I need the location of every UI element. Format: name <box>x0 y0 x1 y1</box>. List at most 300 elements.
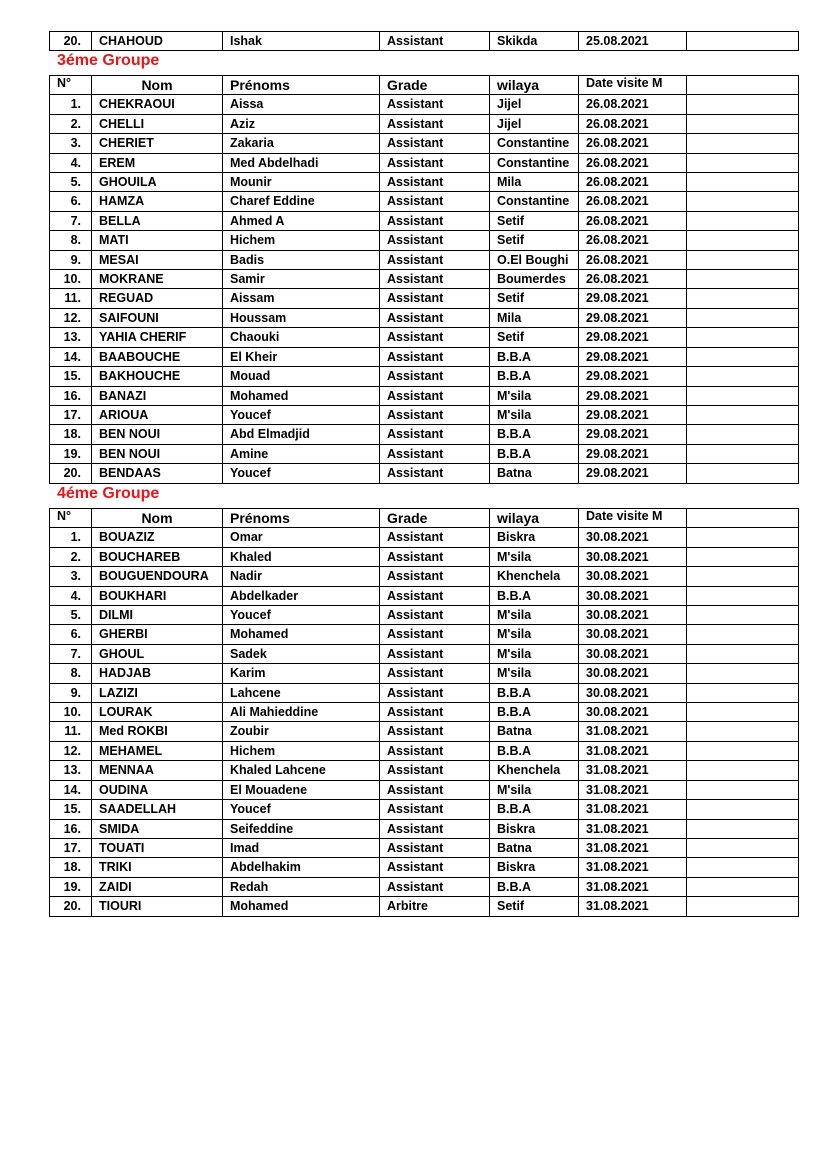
cell-empty <box>687 367 799 386</box>
cell-prenoms: Youcef <box>223 464 380 483</box>
cell-date: 29.08.2021 <box>579 464 687 483</box>
cell-grade: Arbitre <box>380 897 490 916</box>
cell-num: 7. <box>50 644 92 663</box>
col-header-date: Date visite M <box>579 76 687 95</box>
cell-grade: Assistant <box>380 250 490 269</box>
cell-empty <box>687 547 799 566</box>
cell-empty <box>687 347 799 366</box>
cell-num: 14. <box>50 780 92 799</box>
table-row <box>50 703 799 722</box>
cell-wilaya: B.B.A <box>490 741 579 760</box>
cell-grade: Assistant <box>380 567 490 586</box>
cell-grade: Assistant <box>380 858 490 877</box>
cell-num: 9. <box>50 250 92 269</box>
group-3-table-body <box>50 95 799 483</box>
cell-num: 5. <box>50 173 92 192</box>
cell-empty <box>687 761 799 780</box>
cell-grade: Assistant <box>380 819 490 838</box>
cell-nom: REGUAD <box>92 289 223 308</box>
cell-prenoms: Mouad <box>223 367 380 386</box>
cell-grade: Assistant <box>380 173 490 192</box>
cell-nom: BAABOUCHE <box>92 347 223 366</box>
cell-date: 26.08.2021 <box>579 95 687 114</box>
cell-num: 1. <box>50 95 92 114</box>
cell-num: 15. <box>50 367 92 386</box>
cell-prenoms: Aissa <box>223 95 380 114</box>
cell-wilaya: O.El Boughi <box>490 250 579 269</box>
cell-date: 29.08.2021 <box>579 425 687 444</box>
table-row <box>50 664 799 683</box>
cell-date: 30.08.2021 <box>579 586 687 605</box>
cell-grade: Assistant <box>380 761 490 780</box>
cell-prenoms: Chaouki <box>223 328 380 347</box>
cell-prenoms: Youcef <box>223 606 380 625</box>
col-header-empty <box>687 509 799 528</box>
cell-nom: MOKRANE <box>92 270 223 289</box>
cell-grade: Assistant <box>380 386 490 405</box>
cell-date: 30.08.2021 <box>579 625 687 644</box>
cell-empty <box>687 606 799 625</box>
cell-prenoms: Badis <box>223 250 380 269</box>
cell-prenoms: El Mouadene <box>223 780 380 799</box>
cell-num: 8. <box>50 231 92 250</box>
cell-prenoms: Aziz <box>223 114 380 133</box>
cell-prenoms: Lahcene <box>223 683 380 702</box>
cell-num: 3. <box>50 567 92 586</box>
cell-wilaya: Setif <box>490 211 579 230</box>
cell-date: 31.08.2021 <box>579 780 687 799</box>
cell-wilaya: B.B.A <box>490 444 579 463</box>
cell-empty <box>687 386 799 405</box>
col-header-num: N° <box>50 509 92 528</box>
col-header-prenoms: Prénoms <box>223 509 380 528</box>
cell-prenoms: Abdelhakim <box>223 858 380 877</box>
table-row <box>50 444 799 463</box>
cell-date: 30.08.2021 <box>579 683 687 702</box>
cell-num: 10. <box>50 703 92 722</box>
table-row <box>50 722 799 741</box>
cell-num: 11. <box>50 289 92 308</box>
table-row <box>50 95 799 114</box>
cell-nom: CHELLI <box>92 114 223 133</box>
cell-date: 29.08.2021 <box>579 367 687 386</box>
cell-prenoms: Karim <box>223 664 380 683</box>
cell-nom: SAIFOUNI <box>92 308 223 327</box>
cell-empty <box>687 192 799 211</box>
cell-nom: LAZIZI <box>92 683 223 702</box>
cell-prenoms: Abd Elmadjid <box>223 425 380 444</box>
cell-num: 12. <box>50 308 92 327</box>
cell-empty <box>687 625 799 644</box>
cell-nom: GHERBI <box>92 625 223 644</box>
cell-wilaya: B.B.A <box>490 877 579 896</box>
table-row <box>50 270 799 289</box>
cell-num: 2. <box>50 114 92 133</box>
cell-prenoms: Mounir <box>223 173 380 192</box>
group-3-table <box>49 75 799 484</box>
cell-wilaya: Setif <box>490 328 579 347</box>
cell-grade: Assistant <box>380 703 490 722</box>
cell-prenoms: Khaled Lahcene <box>223 761 380 780</box>
cell-grade: Assistant <box>380 625 490 644</box>
cell-prenoms: Mohamed <box>223 386 380 405</box>
cell-empty <box>687 250 799 269</box>
cell-date: 31.08.2021 <box>579 897 687 916</box>
table-header-row <box>50 509 799 528</box>
cell-grade: Assistant <box>380 114 490 133</box>
cell-grade: Assistant <box>380 528 490 547</box>
cell-nom: BEN NOUI <box>92 444 223 463</box>
group-4-title: 4éme Groupe <box>57 485 160 502</box>
cell-empty <box>687 211 799 230</box>
cell-wilaya: M'sila <box>490 644 579 663</box>
table-row <box>50 308 799 327</box>
cell-prenoms: Charef Eddine <box>223 192 380 211</box>
table-row <box>50 683 799 702</box>
cell-empty <box>687 838 799 857</box>
cell-num: 8. <box>50 664 92 683</box>
cell-date: 26.08.2021 <box>579 114 687 133</box>
cell-grade: Assistant <box>380 308 490 327</box>
cell-grade: Assistant <box>380 270 490 289</box>
cell-nom: GHOUILA <box>92 173 223 192</box>
cell-grade: Assistant <box>380 367 490 386</box>
cell-nom: TRIKI <box>92 858 223 877</box>
cell-wilaya: Khenchela <box>490 761 579 780</box>
cell-date: 31.08.2021 <box>579 877 687 896</box>
cell-wilaya: B.B.A <box>490 425 579 444</box>
cell-grade: Assistant <box>380 32 490 51</box>
cell-nom: BOUKHARI <box>92 586 223 605</box>
cell-prenoms: Nadir <box>223 567 380 586</box>
cell-empty <box>687 270 799 289</box>
cell-grade: Assistant <box>380 644 490 663</box>
cell-wilaya: Biskra <box>490 858 579 877</box>
table-row <box>50 211 799 230</box>
cell-prenoms: Ishak <box>223 32 380 51</box>
cell-empty <box>687 528 799 547</box>
cell-prenoms: Mohamed <box>223 897 380 916</box>
cell-nom: BOUAZIZ <box>92 528 223 547</box>
cell-empty <box>687 664 799 683</box>
cell-date: 26.08.2021 <box>579 173 687 192</box>
cell-prenoms: Amine <box>223 444 380 463</box>
cell-num: 16. <box>50 386 92 405</box>
cell-nom: CHERIET <box>92 134 223 153</box>
cell-empty <box>687 32 799 51</box>
cell-nom: MATI <box>92 231 223 250</box>
table-row <box>50 586 799 605</box>
cell-num: 18. <box>50 858 92 877</box>
cell-nom: LOURAK <box>92 703 223 722</box>
table-row <box>50 625 799 644</box>
cell-prenoms: Houssam <box>223 308 380 327</box>
cell-date: 30.08.2021 <box>579 703 687 722</box>
cell-wilaya: Constantine <box>490 134 579 153</box>
cell-wilaya: Jijel <box>490 95 579 114</box>
cell-wilaya: Boumerdes <box>490 270 579 289</box>
cell-grade: Assistant <box>380 231 490 250</box>
table-row <box>50 858 799 877</box>
table-row <box>50 289 799 308</box>
cell-date: 31.08.2021 <box>579 800 687 819</box>
table-row <box>50 405 799 424</box>
cell-grade: Assistant <box>380 586 490 605</box>
cell-num: 4. <box>50 586 92 605</box>
cell-empty <box>687 444 799 463</box>
cell-num: 4. <box>50 153 92 172</box>
table-row <box>50 547 799 566</box>
cell-nom: EREM <box>92 153 223 172</box>
cell-prenoms: Abdelkader <box>223 586 380 605</box>
cell-num: 11. <box>50 722 92 741</box>
cell-grade: Assistant <box>380 800 490 819</box>
table-row <box>50 173 799 192</box>
cell-empty <box>687 780 799 799</box>
cell-nom: ARIOUA <box>92 405 223 424</box>
cell-wilaya: Khenchela <box>490 567 579 586</box>
cell-wilaya: B.B.A <box>490 703 579 722</box>
cell-date: 29.08.2021 <box>579 308 687 327</box>
cell-prenoms: Youcef <box>223 800 380 819</box>
cell-date: 26.08.2021 <box>579 134 687 153</box>
continued-table-body <box>50 32 799 51</box>
cell-empty <box>687 231 799 250</box>
cell-prenoms: Zoubir <box>223 722 380 741</box>
cell-empty <box>687 173 799 192</box>
cell-prenoms: Med Abdelhadi <box>223 153 380 172</box>
table-row <box>50 134 799 153</box>
table-row <box>50 192 799 211</box>
cell-date: 26.08.2021 <box>579 231 687 250</box>
cell-date: 30.08.2021 <box>579 528 687 547</box>
cell-nom: BOUCHAREB <box>92 547 223 566</box>
cell-date: 30.08.2021 <box>579 567 687 586</box>
cell-num: 3. <box>50 134 92 153</box>
cell-wilaya: Jijel <box>490 114 579 133</box>
cell-wilaya: M'sila <box>490 405 579 424</box>
table-row <box>50 897 799 916</box>
table-row <box>50 347 799 366</box>
cell-date: 29.08.2021 <box>579 328 687 347</box>
cell-prenoms: Mohamed <box>223 625 380 644</box>
cell-empty <box>687 877 799 896</box>
col-header-empty <box>687 76 799 95</box>
cell-grade: Assistant <box>380 606 490 625</box>
cell-nom: CHEKRAOUI <box>92 95 223 114</box>
cell-empty <box>687 425 799 444</box>
cell-empty <box>687 289 799 308</box>
col-header-num: N° <box>50 76 92 95</box>
cell-empty <box>687 722 799 741</box>
cell-wilaya: B.B.A <box>490 586 579 605</box>
cell-date: 26.08.2021 <box>579 211 687 230</box>
cell-wilaya: M'sila <box>490 606 579 625</box>
cell-grade: Assistant <box>380 192 490 211</box>
cell-empty <box>687 644 799 663</box>
cell-empty <box>687 800 799 819</box>
cell-date: 25.08.2021 <box>579 32 687 51</box>
cell-nom: BENDAAS <box>92 464 223 483</box>
cell-wilaya: B.B.A <box>490 800 579 819</box>
cell-date: 31.08.2021 <box>579 819 687 838</box>
cell-prenoms: Ahmed A <box>223 211 380 230</box>
col-header-grade: Grade <box>380 509 490 528</box>
cell-date: 31.08.2021 <box>579 741 687 760</box>
cell-wilaya: Skikda <box>490 32 579 51</box>
cell-nom: Med ROKBI <box>92 722 223 741</box>
table-row <box>50 761 799 780</box>
cell-grade: Assistant <box>380 464 490 483</box>
cell-date: 30.08.2021 <box>579 606 687 625</box>
table-row <box>50 367 799 386</box>
cell-nom: HADJAB <box>92 664 223 683</box>
table-row <box>50 153 799 172</box>
cell-nom: BEN NOUI <box>92 425 223 444</box>
cell-grade: Assistant <box>380 780 490 799</box>
cell-prenoms: Hichem <box>223 231 380 250</box>
group-4-table-body <box>50 528 799 916</box>
group-3-title: 3éme Groupe <box>57 52 160 69</box>
cell-wilaya: Mila <box>490 308 579 327</box>
table-row <box>50 328 799 347</box>
cell-grade: Assistant <box>380 838 490 857</box>
cell-nom: TIOURI <box>92 897 223 916</box>
cell-num: 13. <box>50 761 92 780</box>
cell-prenoms: Youcef <box>223 405 380 424</box>
cell-nom: MEHAMEL <box>92 741 223 760</box>
cell-num: 17. <box>50 838 92 857</box>
cell-date: 30.08.2021 <box>579 547 687 566</box>
cell-nom: ZAIDI <box>92 877 223 896</box>
cell-nom: BAKHOUCHE <box>92 367 223 386</box>
col-header-prenoms: Prénoms <box>223 76 380 95</box>
cell-num: 13. <box>50 328 92 347</box>
cell-grade: Assistant <box>380 95 490 114</box>
cell-grade: Assistant <box>380 683 490 702</box>
cell-grade: Assistant <box>380 289 490 308</box>
cell-grade: Assistant <box>380 328 490 347</box>
table-row <box>50 114 799 133</box>
cell-date: 31.08.2021 <box>579 858 687 877</box>
table-row <box>50 250 799 269</box>
cell-num: 6. <box>50 192 92 211</box>
cell-date: 31.08.2021 <box>579 838 687 857</box>
table-row <box>50 741 799 760</box>
cell-wilaya: Batna <box>490 838 579 857</box>
cell-empty <box>687 586 799 605</box>
cell-wilaya: Setif <box>490 231 579 250</box>
cell-grade: Assistant <box>380 444 490 463</box>
table-row <box>50 386 799 405</box>
table-row <box>50 231 799 250</box>
cell-prenoms: Ali Mahieddine <box>223 703 380 722</box>
cell-nom: MENNAA <box>92 761 223 780</box>
cell-nom: CHAHOUD <box>92 32 223 51</box>
table-row <box>50 567 799 586</box>
cell-num: 15. <box>50 800 92 819</box>
cell-grade: Assistant <box>380 405 490 424</box>
cell-empty <box>687 95 799 114</box>
continued-table <box>49 31 799 51</box>
cell-prenoms: Redah <box>223 877 380 896</box>
group-4-table <box>49 508 799 917</box>
cell-grade: Assistant <box>380 425 490 444</box>
cell-empty <box>687 683 799 702</box>
cell-wilaya: Mila <box>490 173 579 192</box>
cell-empty <box>687 405 799 424</box>
cell-empty <box>687 134 799 153</box>
cell-date: 26.08.2021 <box>579 250 687 269</box>
cell-prenoms: Sadek <box>223 644 380 663</box>
table-row <box>50 780 799 799</box>
cell-num: 6. <box>50 625 92 644</box>
cell-empty <box>687 328 799 347</box>
cell-date: 29.08.2021 <box>579 405 687 424</box>
cell-num: 2. <box>50 547 92 566</box>
cell-empty <box>687 308 799 327</box>
cell-nom: SAADELLAH <box>92 800 223 819</box>
cell-prenoms: Zakaria <box>223 134 380 153</box>
cell-empty <box>687 153 799 172</box>
cell-wilaya: Setif <box>490 897 579 916</box>
table-row <box>50 800 799 819</box>
cell-nom: GHOUL <box>92 644 223 663</box>
cell-grade: Assistant <box>380 211 490 230</box>
cell-wilaya: M'sila <box>490 625 579 644</box>
table-row <box>50 32 799 51</box>
cell-num: 17. <box>50 405 92 424</box>
table-row <box>50 425 799 444</box>
cell-wilaya: Biskra <box>490 528 579 547</box>
cell-wilaya: B.B.A <box>490 367 579 386</box>
cell-nom: BOUGUENDOURA <box>92 567 223 586</box>
cell-num: 20. <box>50 897 92 916</box>
cell-wilaya: Batna <box>490 722 579 741</box>
cell-date: 29.08.2021 <box>579 289 687 308</box>
col-header-nom: Nom <box>92 76 223 95</box>
cell-prenoms: El Kheir <box>223 347 380 366</box>
cell-num: 18. <box>50 425 92 444</box>
table-row <box>50 877 799 896</box>
cell-nom: SMIDA <box>92 819 223 838</box>
table-row <box>50 644 799 663</box>
col-header-nom: Nom <box>92 509 223 528</box>
cell-date: 31.08.2021 <box>579 722 687 741</box>
cell-num: 10. <box>50 270 92 289</box>
table-row <box>50 819 799 838</box>
cell-grade: Assistant <box>380 664 490 683</box>
cell-prenoms: Hichem <box>223 741 380 760</box>
cell-grade: Assistant <box>380 877 490 896</box>
cell-wilaya: Constantine <box>490 192 579 211</box>
cell-nom: HAMZA <box>92 192 223 211</box>
cell-empty <box>687 567 799 586</box>
cell-date: 29.08.2021 <box>579 347 687 366</box>
cell-date: 31.08.2021 <box>579 761 687 780</box>
cell-num: 19. <box>50 877 92 896</box>
cell-wilaya: B.B.A <box>490 347 579 366</box>
cell-num: 20. <box>50 32 92 51</box>
table-header-row <box>50 76 799 95</box>
cell-num: 12. <box>50 741 92 760</box>
cell-date: 30.08.2021 <box>579 664 687 683</box>
cell-date: 29.08.2021 <box>579 444 687 463</box>
cell-num: 5. <box>50 606 92 625</box>
cell-empty <box>687 819 799 838</box>
cell-nom: MESAI <box>92 250 223 269</box>
cell-grade: Assistant <box>380 347 490 366</box>
